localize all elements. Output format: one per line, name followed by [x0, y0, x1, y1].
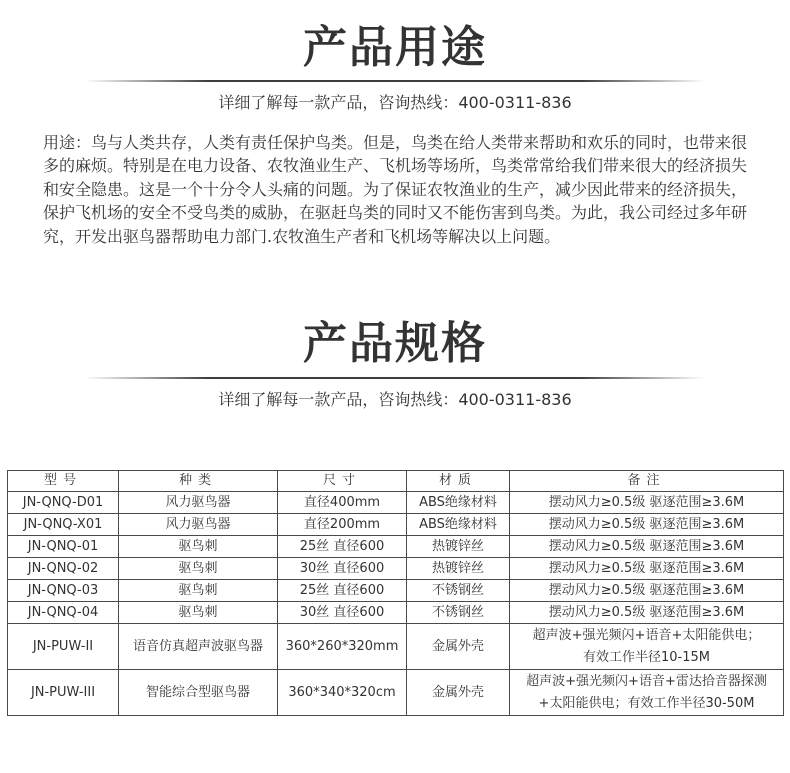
cell-remark: 摆动风力≥0.5级 驱逐范围≥3.6M	[510, 536, 784, 558]
title-divider	[85, 80, 705, 82]
header-model: 型号	[8, 471, 119, 492]
section-title-spec: 产品规格	[303, 318, 487, 369]
table-row	[8, 580, 784, 602]
cell-size: 360*260*320mm	[278, 624, 407, 670]
cell-material: ABS绝缘材料	[407, 514, 510, 536]
cell-type: 语音仿真超声波驱鸟器	[119, 624, 278, 670]
title-divider	[85, 377, 705, 379]
cell-remark: 摆动风力≥0.5级 驱逐范围≥3.6M	[510, 602, 784, 624]
section-title-usage: 产品用途	[303, 22, 487, 73]
remark-line: 超声波+强光频闪+语音+太阳能供电；	[532, 627, 761, 643]
cell-model: JN-QNQ-02	[8, 558, 119, 580]
table-row	[8, 536, 784, 558]
cell-material: 金属外壳	[407, 670, 510, 716]
cell-remark: 摆动风力≥0.5级 驱逐范围≥3.6M	[510, 492, 784, 514]
table-header-row	[8, 471, 784, 492]
cell-material: 不锈钢丝	[407, 602, 510, 624]
remark-line: +太阳能供电；有效工作半径30-50M	[538, 695, 755, 711]
table-row	[8, 602, 784, 624]
hotline-text: 详细了解每一款产品，咨询热线：400-0311-836	[218, 93, 572, 112]
table-row	[8, 670, 784, 716]
cell-material: 金属外壳	[407, 624, 510, 670]
table-row	[8, 558, 784, 580]
cell-type: 风力驱鸟器	[119, 492, 278, 514]
cell-remark: 摆动风力≥0.5级 驱逐范围≥3.6M	[510, 558, 784, 580]
cell-remark	[510, 670, 784, 716]
cell-model: JN-QNQ-D01	[8, 492, 119, 514]
cell-model: JN-QNQ-X01	[8, 514, 119, 536]
cell-model: JN-QNQ-01	[8, 536, 119, 558]
cell-model: JN-QNQ-04	[8, 602, 119, 624]
cell-size: 直径400mm	[278, 492, 407, 514]
cell-type: 智能综合型驱鸟器	[119, 670, 278, 716]
cell-size: 直径200mm	[278, 514, 407, 536]
cell-remark: 摆动风力≥0.5级 驱逐范围≥3.6M	[510, 580, 784, 602]
hotline-text: 详细了解每一款产品，咨询热线：400-0311-836	[218, 390, 572, 409]
cell-type: 驱鸟刺	[119, 580, 278, 602]
cell-remark: 摆动风力≥0.5级 驱逐范围≥3.6M	[510, 514, 784, 536]
cell-size: 25丝 直径600	[278, 536, 407, 558]
cell-remark	[510, 624, 784, 670]
cell-type: 驱鸟刺	[119, 558, 278, 580]
remark-line: 有效工作半径10-15M	[583, 649, 710, 665]
cell-material: 热镀锌丝	[407, 558, 510, 580]
header-size: 尺寸	[278, 471, 407, 492]
table-row	[8, 624, 784, 670]
usage-description: 用途：鸟与人类共存，人类有责任保护鸟类。但是，鸟类在给人类带来帮助和欢乐的同时，也带来很多的麻烦。特别是在电力设备、农牧渔业生产、飞机场等场所，鸟类常常给我们带来很大的经济损失和安全隐患。这是一个十分令人头痛的问题。为了保证农牧渔业的生产，减少因此带来的经济损失，保护飞机场的安全不受鸟类的威胁，在驱赶鸟类的同时又不能伤害到鸟类。为此，我公司经过多年研究，开发出驱鸟器帮助电力部门.农牧渔生产者和飞机场等解决以上问题。	[43, 133, 748, 246]
cell-material: 热镀锌丝	[407, 536, 510, 558]
header-type: 种类	[119, 471, 278, 492]
table-row	[8, 514, 784, 536]
cell-size: 30丝 直径600	[278, 558, 407, 580]
spec-table	[7, 470, 784, 716]
cell-type: 驱鸟刺	[119, 602, 278, 624]
cell-size: 360*340*320cm	[278, 670, 407, 716]
header-remark: 备注	[510, 471, 784, 492]
cell-material: ABS绝缘材料	[407, 492, 510, 514]
cell-type: 驱鸟刺	[119, 536, 278, 558]
header-material: 材质	[407, 471, 510, 492]
cell-size: 25丝 直径600	[278, 580, 407, 602]
cell-size: 30丝 直径600	[278, 602, 407, 624]
cell-model: JN-QNQ-03	[8, 580, 119, 602]
cell-material: 不锈钢丝	[407, 580, 510, 602]
table-row	[8, 492, 784, 514]
cell-model: JN-PUW-III	[8, 670, 119, 716]
cell-model: JN-PUW-II	[8, 624, 119, 670]
remark-line: 超声波+强光频闪+语音+雷达拾音器探测	[526, 673, 767, 689]
cell-type: 风力驱鸟器	[119, 514, 278, 536]
